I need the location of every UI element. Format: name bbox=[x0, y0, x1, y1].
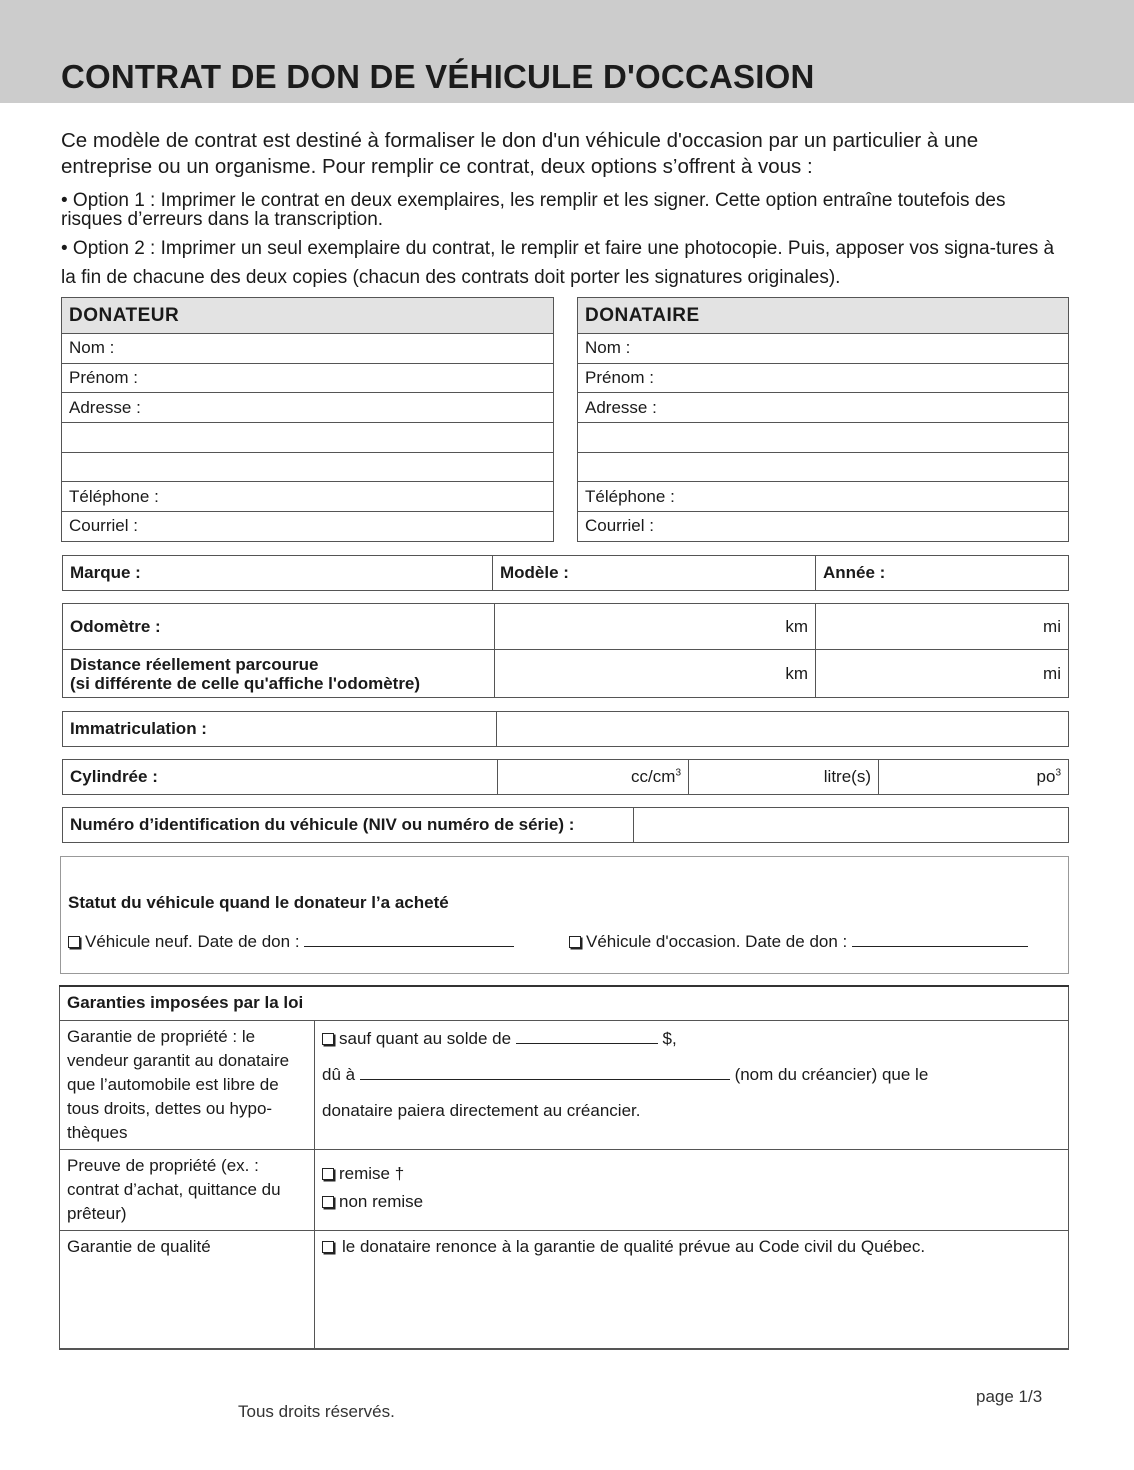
new-vehicle-checkbox[interactable] bbox=[68, 936, 80, 948]
mi-unit: mi bbox=[1043, 663, 1061, 683]
warranties-table bbox=[59, 985, 1069, 1350]
option-1-text: • Option 1 : Imprimer le contrat en deux exemplaires, les remplir et les signer. Cette option entraîne toutefois des risques d’erreurs dans la transcription. bbox=[61, 190, 1006, 230]
creditor-text: (nom du créancier) que le bbox=[734, 1064, 929, 1084]
page-title: CONTRAT DE DON DE VÉHICULE D'OCCASION bbox=[61, 58, 815, 95]
cylindree-po-field[interactable] bbox=[879, 760, 1069, 795]
creditor-payment-text: donataire paiera directement au créancier. bbox=[322, 1100, 641, 1120]
donateur-nom-field[interactable]: Nom : bbox=[62, 334, 554, 364]
donataire-courriel-field[interactable]: Courriel : bbox=[578, 512, 1069, 542]
balance-checkbox[interactable] bbox=[322, 1033, 334, 1045]
donataire-telephone-field[interactable]: Téléphone : bbox=[578, 482, 1069, 512]
proof-given-checkbox[interactable] bbox=[322, 1168, 334, 1180]
donateur-adresse-field[interactable]: Adresse : bbox=[62, 393, 554, 423]
modele-field[interactable]: Modèle : bbox=[493, 556, 816, 591]
odometre-mi-field[interactable] bbox=[816, 604, 1069, 650]
niv-table bbox=[62, 807, 1069, 843]
distance-label bbox=[63, 650, 495, 698]
currency-text: $, bbox=[662, 1028, 677, 1048]
rights-text: Tous droits réservés. bbox=[238, 1402, 395, 1421]
status-new-option bbox=[68, 932, 514, 952]
cc-superscript: 3 bbox=[675, 767, 681, 779]
po-unit: po bbox=[1036, 767, 1056, 786]
proof-not-given-label: non remise bbox=[339, 1191, 424, 1211]
donataire-adresse-line-2[interactable] bbox=[578, 423, 1069, 453]
quality-warranty-label: Garantie de qualité bbox=[60, 1230, 315, 1349]
donateur-telephone-field[interactable]: Téléphone : bbox=[62, 482, 554, 512]
cylindree-table bbox=[62, 759, 1069, 795]
litres-unit: litre(s) bbox=[823, 767, 871, 786]
cylindree-label: Cylindrée : bbox=[63, 760, 498, 795]
donateur-adresse-line-3[interactable] bbox=[62, 452, 554, 482]
donataire-table bbox=[577, 297, 1069, 542]
page-number: page 1/3 bbox=[976, 1387, 1043, 1406]
distance-km-field[interactable] bbox=[495, 650, 816, 698]
odometer-table bbox=[62, 603, 1069, 698]
km-unit: km bbox=[785, 616, 808, 636]
mi-unit: mi bbox=[1043, 616, 1061, 636]
cylindree-cc-field[interactable] bbox=[498, 760, 689, 795]
donateur-table bbox=[61, 297, 554, 542]
km-unit: km bbox=[785, 663, 808, 683]
cc-unit: cc/cm bbox=[631, 767, 676, 786]
due-to-text: dû à bbox=[322, 1064, 356, 1084]
status-title: Statut du véhicule quand le donateur l’a acheté bbox=[68, 893, 449, 912]
immatriculation-field[interactable] bbox=[497, 712, 1069, 747]
new-vehicle-date-field[interactable] bbox=[304, 933, 514, 947]
odometre-km-field[interactable] bbox=[495, 604, 816, 650]
balance-amount-field[interactable] bbox=[516, 1030, 658, 1044]
quality-waiver-checkbox[interactable] bbox=[322, 1241, 334, 1253]
immatriculation-label: Immatriculation : bbox=[63, 712, 497, 747]
new-vehicle-label: Véhicule neuf. Date de don : bbox=[85, 932, 300, 951]
balance-text: sauf quant au solde de bbox=[339, 1028, 512, 1048]
niv-label: Numéro d’identification du véhicule (NIV ou numéro de série) : bbox=[63, 808, 634, 843]
intro-text: Ce modèle de contrat est destiné à formaliser le don d'un véhicule d'occasion par un particulier à une entreprise ou un organisme. Pour remplir ce contrat, deux options s’offrent à vous : bbox=[61, 129, 979, 178]
status-used-option bbox=[569, 932, 1028, 952]
donataire-prenom-field[interactable]: Prénom : bbox=[578, 363, 1069, 393]
creditor-name-field[interactable] bbox=[360, 1066, 730, 1080]
donateur-adresse-line-2[interactable] bbox=[62, 423, 554, 453]
annee-field[interactable]: Année : bbox=[816, 556, 1069, 591]
vehicle-status-section bbox=[60, 856, 1069, 974]
vehicle-identity-table bbox=[62, 555, 1069, 591]
ownership-warranty-content bbox=[315, 1020, 1069, 1149]
donataire-header: DONATAIRE bbox=[578, 298, 1069, 334]
donataire-nom-field[interactable]: Nom : bbox=[578, 334, 1069, 364]
ownership-proof-content bbox=[315, 1149, 1069, 1230]
odometre-label: Odomètre : bbox=[63, 604, 495, 650]
warranties-header: Garanties imposées par la loi bbox=[60, 986, 1069, 1020]
donateur-header: DONATEUR bbox=[62, 298, 554, 334]
po-superscript: 3 bbox=[1055, 767, 1061, 779]
donataire-adresse-line-3[interactable] bbox=[578, 452, 1069, 482]
cylindree-litres-field[interactable] bbox=[689, 760, 879, 795]
immatriculation-table bbox=[62, 711, 1069, 747]
distance-label-line2: (si différente de celle qu'affiche l'odomètre) bbox=[70, 673, 421, 693]
used-vehicle-date-field[interactable] bbox=[852, 933, 1028, 947]
distance-mi-field[interactable] bbox=[816, 650, 1069, 698]
quality-warranty-content bbox=[315, 1230, 1069, 1349]
used-vehicle-label: Véhicule d'occasion. Date de don : bbox=[586, 932, 848, 951]
donateur-prenom-field[interactable]: Prénom : bbox=[62, 363, 554, 393]
ownership-warranty-label: Garantie de propriété : le vendeur garantit au donataire que l’automobile est libre de tous droits, dettes ou hypo-thèques bbox=[60, 1020, 315, 1149]
proof-given-label: remise † bbox=[339, 1163, 405, 1183]
marque-field[interactable]: Marque : bbox=[63, 556, 493, 591]
niv-field[interactable] bbox=[634, 808, 1069, 843]
distance-label-line1: Distance réellement parcourue bbox=[70, 654, 319, 674]
ownership-proof-label: Preuve de propriété (ex. : contrat d’achat, quittance du prêteur) bbox=[60, 1149, 315, 1230]
donataire-adresse-field[interactable]: Adresse : bbox=[578, 393, 1069, 423]
proof-not-given-checkbox[interactable] bbox=[322, 1196, 334, 1208]
used-vehicle-checkbox[interactable] bbox=[569, 936, 581, 948]
option-2-text: • Option 2 : Imprimer un seul exemplaire du contrat, le remplir et faire une photocopie. Puis, apposer vos signa-tures à la fin de chacune des deux copies (chacun des contrats doit porter les signatures originales). bbox=[61, 238, 1055, 288]
donateur-courriel-field[interactable]: Courriel : bbox=[62, 512, 554, 542]
quality-waiver-label: le donataire renonce à la garantie de qualité prévue au Code civil du Québec. bbox=[342, 1236, 926, 1256]
